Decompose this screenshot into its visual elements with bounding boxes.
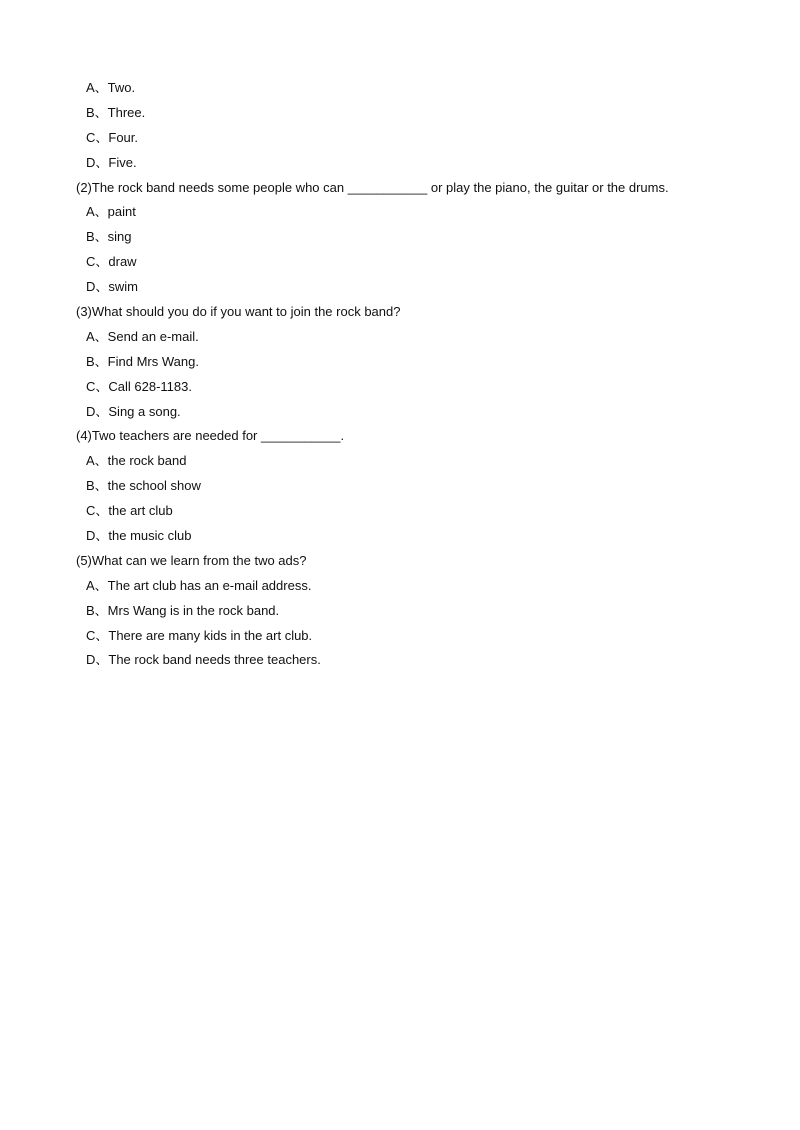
q5-option-c: C、There are many kids in the art club. [86,627,313,643]
q5-stem: (5)What can we learn from the two ads? [76,552,307,568]
q3-option-a: A、Send an e-mail. [86,328,199,344]
q2-option-b: B、sing [86,229,132,245]
q5-option-a: A、The art club has an e-mail address. [86,577,312,593]
q4-option-a: A、the rock band [86,453,187,469]
q3-stem: (3)What should you do if you want to join the rock band? [76,304,401,320]
q1-option-c: C、Four. [86,129,139,145]
q2-option-c: C、draw [86,254,137,270]
q3-option-d: D、Sing a song. [86,403,181,419]
q4-option-b: B、the school show [86,478,201,494]
q4-option-c: C、the art club [86,503,173,519]
q4-stem: (4)Two teachers are needed for ___________. [76,428,345,444]
q3-option-c: C、Call 628-1183. [86,378,192,394]
q5-option-d: D、The rock band needs three teachers. [86,652,321,668]
q4-option-d: D、the music club [86,528,192,544]
q2-stem: (2)The rock band needs some people who can ___________ or play the piano, the guitar or the drums. [76,179,669,195]
q1-option-d: D、Five. [86,154,137,170]
q2-option-a: A、paint [86,204,136,220]
q1-option-a: A、Two. [86,80,136,95]
q2-option-d: D、swim [86,279,138,295]
q3-option-b: B、Find Mrs Wang. [86,353,199,369]
question-list [76,76,736,673]
q5-option-b: B、Mrs Wang is in the rock band. [86,602,280,618]
q1-option-b: B、Three. [86,104,146,120]
